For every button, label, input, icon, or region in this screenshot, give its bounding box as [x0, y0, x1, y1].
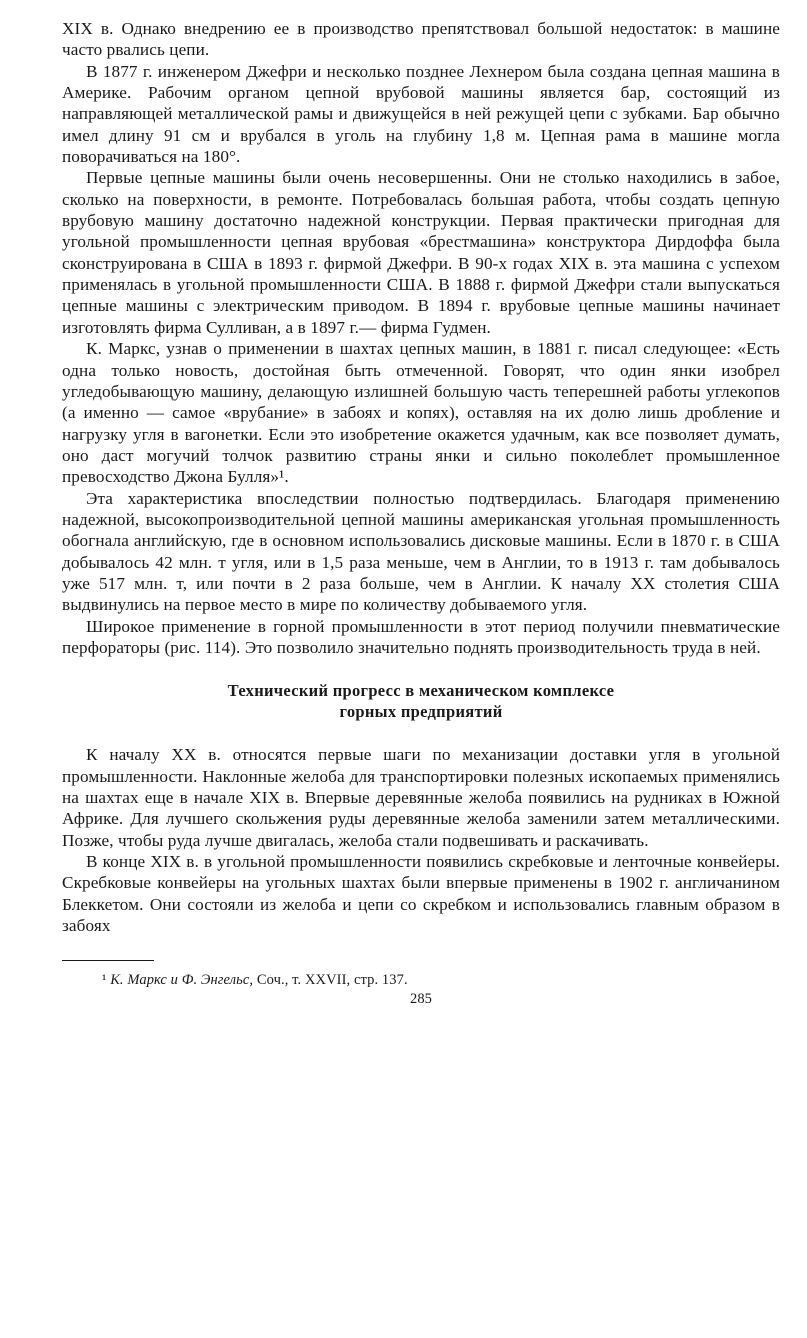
body-text-bottom: [62, 744, 780, 936]
body-text-top: [62, 18, 780, 658]
footnote-marker: ¹: [102, 972, 107, 989]
footnote-source: Соч., т. XXVII, стр. 137.: [253, 972, 408, 989]
section-heading-line: горных предприятий: [339, 702, 503, 722]
paragraph: В 1877 г. инженером Джефри и несколько позднее Лехнером была создана цепная машина в Америке. Рабочим органом цепной врубовой машины является бар, состоящий из направляющей металлической рамы и движущейся в ней режущей цепи с зубками. Бар обычно имел длину 91 см и врубался в уголь на глубину 1,8 м. Цепная рама в машине могла поворачиваться на 180°.: [62, 61, 780, 167]
section-heading: [62, 680, 780, 722]
footnote-divider: [62, 960, 154, 961]
document-page: [62, 18, 780, 1011]
paragraph: Широкое применение в горной промышленности в этот период получили пневматические перфораторы (рис. 114). Это позволило значительно поднять производительность труда в ней.: [62, 616, 780, 657]
paragraph: К началу XX в. относятся первые шаги по механизации доставки угля в угольной промышленности. Наклонные желоба для транспортировки полезных ископаемых применялись на шахтах еще в начале XIX в. Впервые деревянные желоба появились на рудниках в Южной Африке. Для лучшего скольжения руды деревянные желоба заменили затем металлическими. Позже, чтобы руда лучше двигалась, желоба стали подвешивать и раскачивать.: [62, 745, 780, 850]
paragraph: XIX в. Однако внедрению ее в производство препятствовал большой недостаток: в машине часто рвались цепи.: [62, 19, 780, 60]
section-heading-line: Технический прогресс в механическом комплексе: [227, 681, 615, 701]
page-number: 285: [409, 991, 433, 1008]
paragraph: Первые цепные машины были очень несовершенны. Они не столько находились в забое, сколько на поверхности, в ремонте. Потребовалась большая работа, чтобы создать цепную врубовую машину достаточно надежной конструкции. Первая практически пригодная для угольной промышленности цепная врубовая «брестмашина» конструктора Дирдоффа была сконструирована в США в 1893 г. фирмой Джефри. В 90-х годах XIX в. эта машина с успехом применялась в угольной промышленности США. В 1888 г. фирмой Джефри стали выпускаться цепные машины с электрическим приводом. В 1894 г. врубовые цепные машины начинает изготовлять фирма Сулливан, а в 1897 г.— фирма Гудмен.: [62, 168, 780, 337]
footnote: [62, 971, 780, 989]
footnote-authors: К. Маркс и Ф. Энгельс,: [110, 972, 254, 989]
paragraph: В конце XIX в. в угольной промышленности появились скребковые и ленточные конвейеры. Скребковые конвейеры на угольных шахтах были впервые применены в 1902 г. англичанином Блеккетом. Они состояли из желоба и цепи со скребком и использовались главным образом в забоях: [62, 852, 780, 936]
paragraph: К. Маркс, узнав о применении в шахтах цепных машин, в 1881 г. писал следующее: «Есть одна только новость, достойная быть отмеченной. Говорят, что один янки изобрел угледобывающую машину, делающую излишней большую часть теперешней работы углекопов (а именно — самое «врубание» в забоях и копях), оставляя на их долю лишь дробление и нагрузку угля в вагонетки. Если это изобретение окажется удачным, как все позволяет думать, оно даст могучий толчок развитию страны янки и сильно поколеблет промышленное превосходство Джона Булля»¹.: [62, 339, 780, 487]
paragraph: Эта характеристика впоследствии полностью подтвердилась. Благодаря применению надежной, высокопроизводительной цепной машины американская угольная промышленность обогнала английскую, где в основном использовались дисковые машины. Если в 1870 г. в США добывалось 42 млн. т угля, или в 1,5 раза меньше, чем в Англии, то в 1913 г. там добывалось уже 517 млн. т, или почти в 2 раза больше, чем в Англии. К началу XX столетия США выдвинулись на первое место в мире по количеству добываемого угля.: [62, 488, 780, 615]
